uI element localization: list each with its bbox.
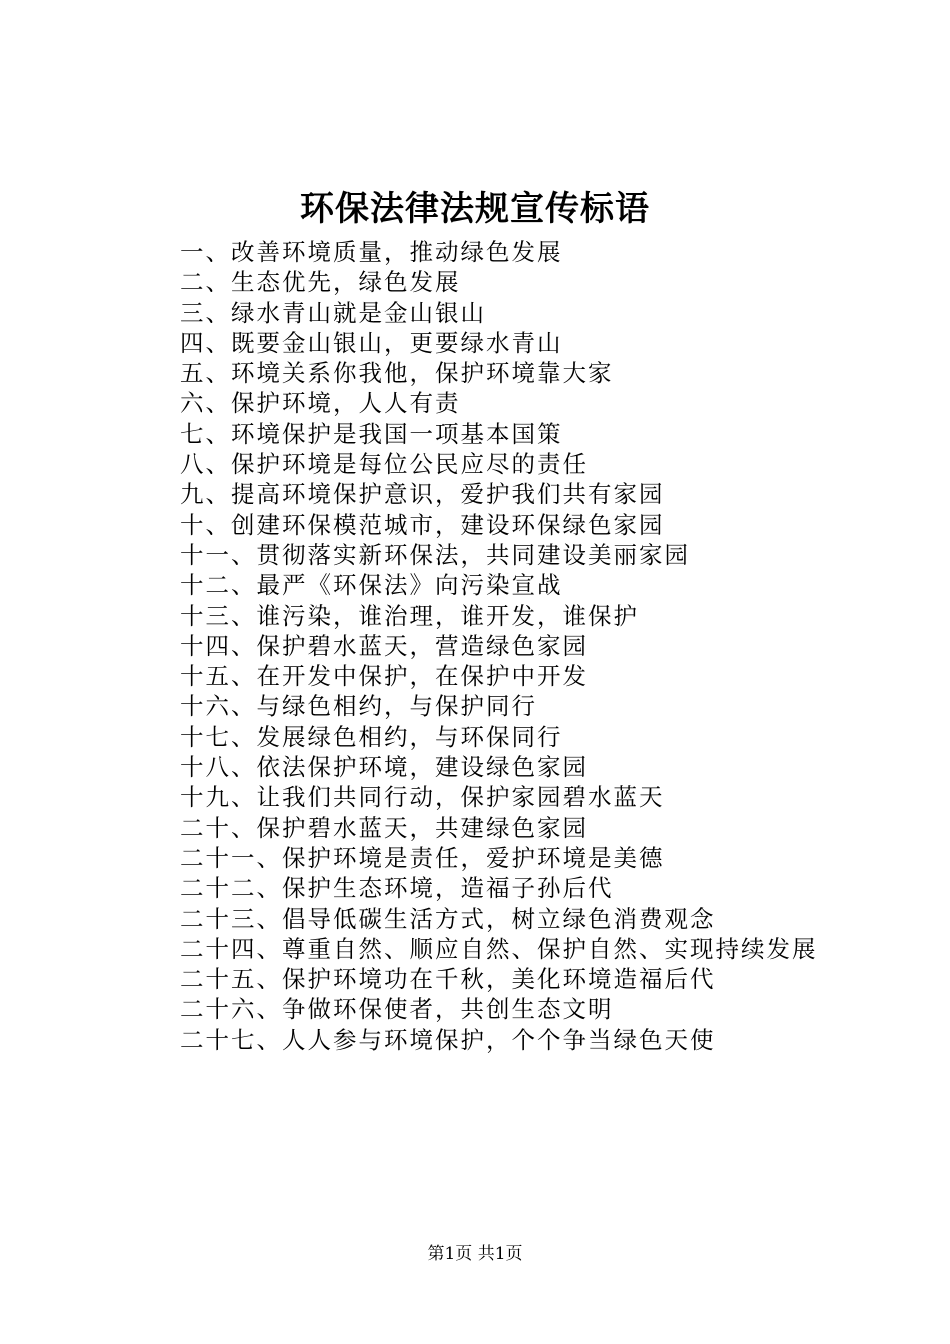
slogan-item: 十六、与绿色相约，与保护同行 bbox=[180, 692, 537, 721]
slogan-item: 十三、谁污染，谁治理，谁开发，谁保护 bbox=[180, 601, 639, 630]
slogan-item: 四、既要金山银山，更要绿水青山 bbox=[180, 328, 563, 357]
slogan-item: 十七、发展绿色相约，与环保同行 bbox=[180, 722, 563, 751]
slogan-item: 二十六、争做环保使者，共创生态文明 bbox=[180, 995, 614, 1024]
slogan-item: 八、保护环境是每位公民应尽的责任 bbox=[180, 450, 588, 479]
slogan-item: 二十三、倡导低碳生活方式，树立绿色消费观念 bbox=[180, 904, 716, 933]
slogan-item: 五、环境关系你我他，保护环境靠大家 bbox=[180, 359, 614, 388]
slogan-item: 十、创建环保模范城市，建设环保绿色家园 bbox=[180, 510, 665, 539]
slogan-item: 九、提高环境保护意识，爱护我们共有家园 bbox=[180, 480, 665, 509]
document-title: 环保法律法规宣传标语 bbox=[300, 189, 650, 229]
slogan-item: 二十一、保护环境是责任，爱护环境是美德 bbox=[180, 843, 665, 872]
slogan-item: 十二、最严《环保法》向污染宣战 bbox=[180, 571, 563, 600]
slogan-item: 二十四、尊重自然、顺应自然、保护自然、实现持续发展 bbox=[180, 934, 818, 963]
slogan-item: 十四、保护碧水蓝天，营造绿色家园 bbox=[180, 631, 588, 660]
slogan-item: 六、保护环境，人人有责 bbox=[180, 389, 461, 418]
slogan-item: 二十、保护碧水蓝天，共建绿色家园 bbox=[180, 813, 588, 842]
page-footer: 第1页 共1页 bbox=[427, 1244, 523, 1264]
slogan-item: 十一、贯彻落实新环保法，共同建设美丽家园 bbox=[180, 540, 690, 569]
slogan-item: 十九、让我们共同行动，保护家园碧水蓝天 bbox=[180, 783, 665, 812]
slogan-item: 十五、在开发中保护，在保护中开发 bbox=[180, 662, 588, 691]
slogan-item: 二十五、保护环境功在千秋，美化环境造福后代 bbox=[180, 965, 716, 994]
slogan-item: 一、改善环境质量，推动绿色发展 bbox=[180, 238, 563, 266]
slogan-item: 二十二、保护生态环境，造福子孙后代 bbox=[180, 874, 614, 903]
slogan-item: 二、生态优先，绿色发展 bbox=[180, 268, 461, 297]
slogan-item: 三、绿水青山就是金山银山 bbox=[180, 298, 486, 327]
slogan-item: 十八、依法保护环境，建设绿色家园 bbox=[180, 753, 588, 782]
slogan-list bbox=[180, 237, 880, 1055]
slogan-item: 二十七、人人参与环境保护，个个争当绿色天使 bbox=[180, 1025, 716, 1054]
slogan-item: 七、环境保护是我国一项基本国策 bbox=[180, 419, 563, 448]
